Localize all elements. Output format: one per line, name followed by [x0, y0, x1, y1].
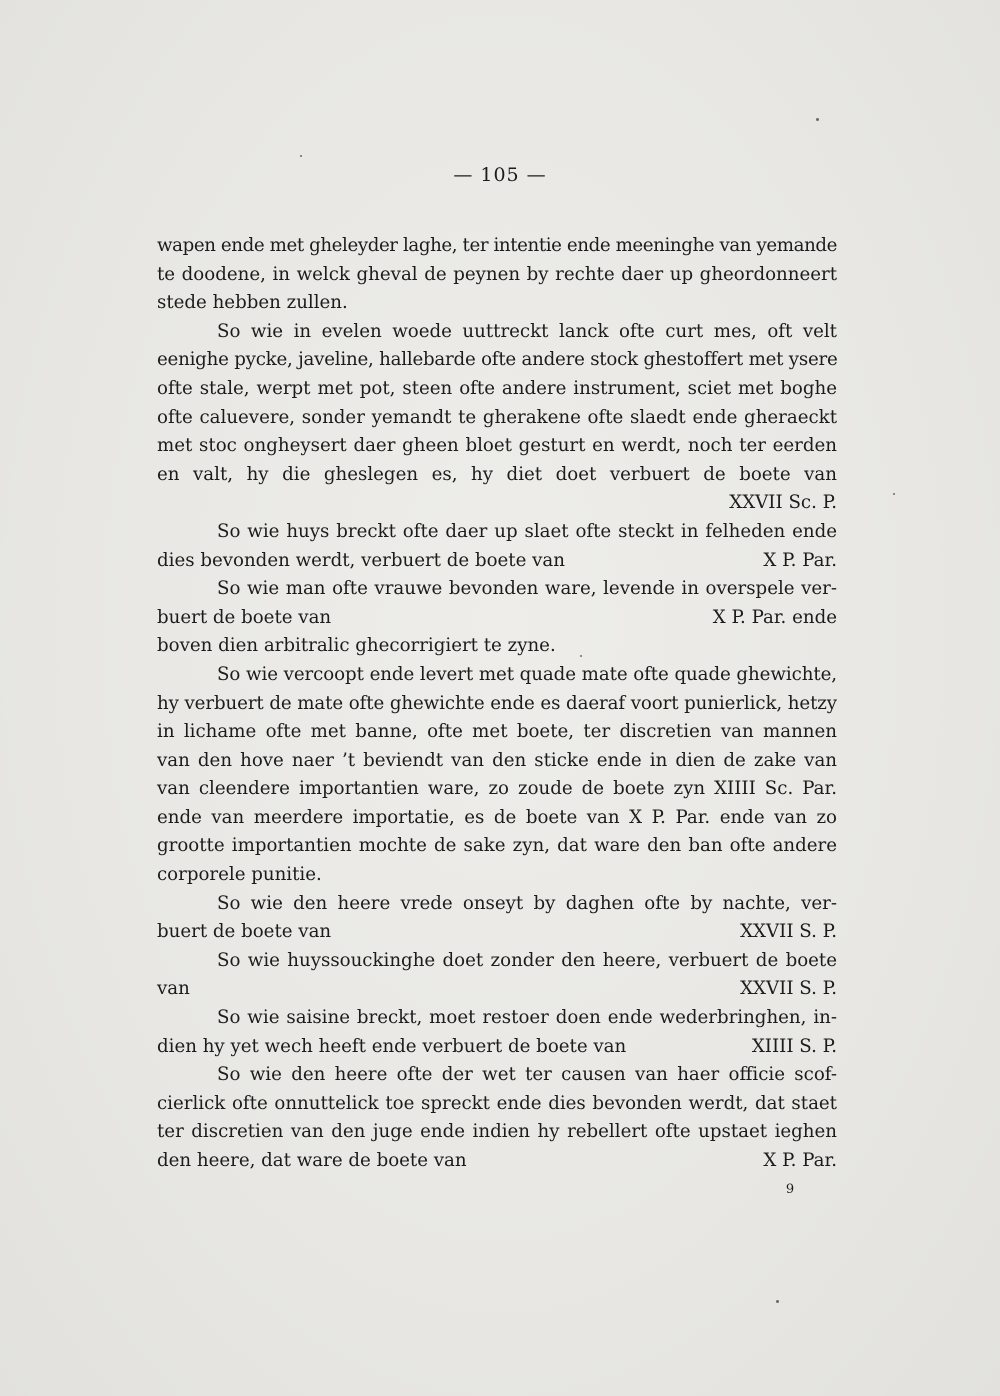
text-line [157, 1061, 837, 1090]
text-line [157, 832, 837, 861]
text-line [157, 404, 837, 433]
text-line [157, 461, 837, 490]
text-line [157, 261, 837, 290]
text-line [157, 1147, 837, 1176]
line-text: So wie in evelen woede uuttreckt lanck ofte curt mes, oft velt [217, 320, 837, 342]
signature-mark: 9 [785, 1182, 795, 1197]
fine-amount: XXVII Sc. P. [729, 492, 837, 514]
line-text: corporele punitie. [157, 864, 322, 886]
line-text: cierlick ofte onnuttelick toe spreckt ende dies bevonden werdt, dat staet [157, 1092, 837, 1114]
line-text: wapen ende met gheleyder laghe, ter intentie ende meeninghe van yemande [157, 235, 837, 256]
line-text: grootte importantien mochte de sake zyn, dat ware den ban ofte andere [157, 835, 837, 857]
line-text: van [157, 978, 190, 1000]
line-text: ofte caluevere, sonder yemandt te gherakene ofte slaedt ende gheraeckt [157, 406, 837, 428]
paper-speck [580, 655, 582, 657]
text-line [157, 1033, 837, 1062]
page-number: — 105 — [453, 164, 547, 186]
text-line [157, 432, 837, 461]
text-line [157, 518, 837, 547]
line-text: So wie vercoopt ende levert met quade mate ofte quade ghewichte, [217, 663, 837, 685]
text-line [157, 318, 837, 347]
line-text: eenighe pycke, javeline, hallebarde ofte andere stock ghestoffert met ysere [157, 349, 838, 371]
line-text: en valt, hy die gheslegen es, hy diet doet verbuert de boete van [157, 463, 837, 485]
fine-amount: XIIII S. P. [751, 1035, 837, 1057]
text-line [157, 346, 837, 375]
line-text: hy verbuert de mate ofte ghewichte ende es daeraf voort punierlick, hetzy [157, 692, 837, 714]
line-text: So wie man ofte vrauwe bevonden ware, levende in overspele ver- [217, 578, 837, 600]
line-text: So wie huys breckt ofte daer up slaet ofte steckt in felheden ende [217, 520, 837, 542]
text-line [157, 890, 837, 919]
body-text [157, 232, 837, 1176]
text-line [157, 375, 837, 404]
text-line [157, 604, 837, 633]
text-line [157, 232, 837, 261]
line-text: boven dien arbitralic ghecorrigiert te zyne. [157, 635, 556, 657]
line-text: So wie den heere ofte der wet ter causen van haer officie scof- [217, 1064, 837, 1086]
fine-amount: X P. Par. ende [712, 606, 837, 628]
line-text: buert de boete van [157, 921, 332, 943]
line-text: stede hebben zullen. [157, 292, 348, 314]
line-text: dien hy yet wech heeft ende verbuert de boete van [157, 1035, 627, 1057]
text-line [157, 547, 837, 576]
text-line [157, 775, 837, 804]
text-line [157, 1090, 837, 1119]
text-line [157, 1118, 837, 1147]
line-text: den heere, dat ware de boete van [157, 1150, 467, 1171]
paper-speck [816, 118, 819, 121]
text-line [157, 661, 837, 690]
text-line [157, 861, 837, 890]
fine-amount: X P. Par. [763, 1150, 837, 1171]
text-line [157, 718, 837, 747]
text-line [157, 575, 837, 604]
line-text: in lichame ofte met banne, ofte met boete, ter discretien van mannen [157, 721, 837, 743]
line-text: te doodene, in welck gheval de peynen by rechte daer up gheordonneert [157, 263, 837, 285]
fine-amount: XXVII S. P. [740, 921, 837, 943]
text-line [157, 289, 837, 318]
text-line [157, 918, 837, 947]
line-text: dies bevonden werdt, verbuert de boete van [157, 549, 565, 571]
fine-amount: X P. Par. [763, 549, 837, 571]
text-line [157, 747, 837, 776]
line-text: van cleendere importantien ware, zo zoude de boete zyn XIIII Sc. Par. [157, 778, 837, 800]
text-line [157, 804, 837, 833]
text-line [157, 947, 837, 976]
paper-speck [776, 1300, 779, 1303]
line-text: van den hove naer ’t beviendt van den sticke ende in dien de zake van [157, 749, 837, 771]
text-line [157, 1004, 837, 1033]
line-text: buert de boete van [157, 606, 332, 628]
text-line [157, 690, 837, 719]
line-text: So wie saisine breckt, moet restoer doen ende wederbringhen, in- [217, 1007, 837, 1029]
fine-amount: XXVII S. P. [740, 978, 837, 1000]
line-text: So wie huyssouckinghe doet zonder den heere, verbuert de boete [217, 949, 837, 971]
line-text: So wie den heere vrede onseyt by daghen ofte by nachte, ver- [217, 892, 837, 914]
text-line [157, 489, 837, 518]
line-text: ter discretien van den juge ende indien hy rebellert ofte upstaet ieghen [157, 1121, 837, 1143]
line-text: ofte stale, werpt met pot, steen ofte andere instrument, sciet met boghe [157, 377, 837, 399]
paper-speck [300, 155, 302, 157]
text-line [157, 975, 837, 1004]
paper-speck [893, 493, 895, 495]
text-line [157, 632, 837, 661]
line-text: ende van meerdere importatie, es de boete van X P. Par. ende van zo [157, 806, 837, 828]
line-text: met stoc ongheysert daer gheen bloet gesturt en werdt, noch ter eerden [157, 435, 837, 457]
